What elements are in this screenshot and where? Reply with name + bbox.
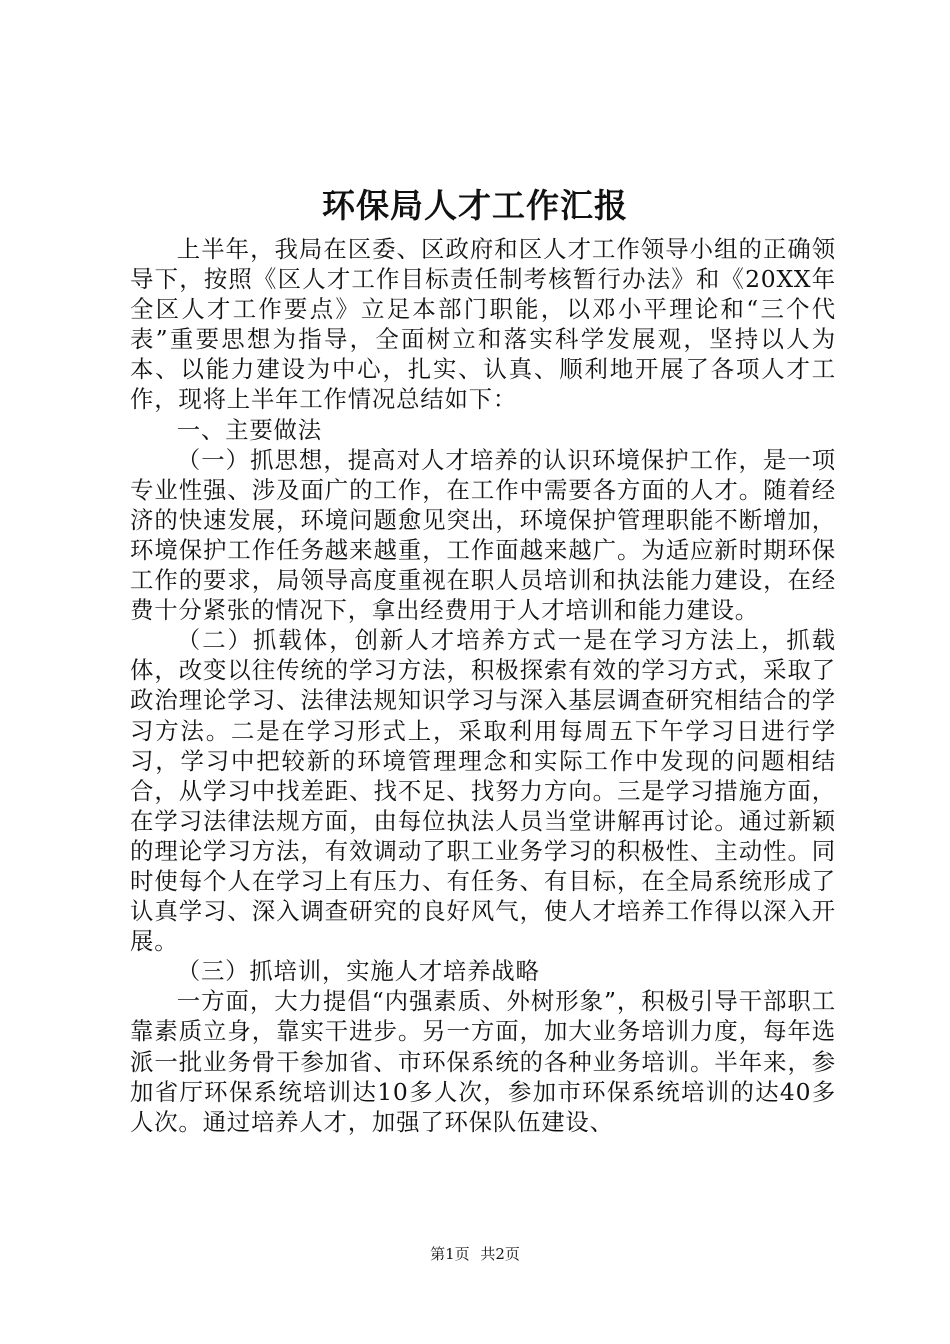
page-total: 共2页 xyxy=(480,1245,520,1263)
section-heading-main-practices: 一、主要做法 xyxy=(176,415,322,444)
paragraph-carrier: （二）抓载体，创新人才培养方式一是在学习方法上，抓载体，改变以往传统的学习方法，积极探索有效的学习方式，采取了政治理论学习、法律法规知识学习与深入基层调查研究相结合的学习方法。二是在学习形式上，采取利用每周五下午学习日进行学习，学习中把较新的环境管理理念和实际工作中发现的问题相结合，从学习中找差距、找不足、找努力方向。三是学习措施方面，在学习法律法规方面，由每位执法人员当堂讲解再讨论。通过新颖的理论学习方法，有效调动了职工业务学习的积极性、主动性。同时使每个人在学习上有压力、有任务、有目标，在全局系统形成了认真学习、深入调查研究的良好风气，使人才培养工作得以深入开展。 xyxy=(130,626,836,956)
paragraph-training: 一方面，大力提倡“内强素质、外树形象”，积极引导干部职工靠素质立身，靠实干进步。另一方面，加大业务培训力度，每年选派一批业务骨干参加省、市环保系统的各种业务培训。半年来，参加省厅环保系统培训达10多人次，参加市环保系统培训的达40多人次。通过培养人才，加强了环保队伍建设、 xyxy=(130,987,836,1136)
intro-paragraph: 上半年，我局在区委、区政府和区人才工作领导小组的正确领导下，按照《区人才工作目标责任制考核暂行办法》和《20XX年全区人才工作要点》立足本部门职能，以邓小平理论和“三个代表”重要思想为指导，全面树立和落实科学发展观，坚持以人为本、以能力建设为中心，扎实、认真、顺利地开展了各项人才工作，现将上半年工作情况总结如下： xyxy=(130,235,836,414)
document-body xyxy=(130,234,836,1137)
document-title: 环保局人才工作汇报 xyxy=(322,186,628,225)
page-number: 第1页 xyxy=(430,1245,470,1263)
paragraph-thought: （一）抓思想，提高对人才培养的认识环境保护工作，是一项专业性强、涉及面广的工作，在工作中需要各方面的人才。随着经济的快速发展，环境问题愈见突出，环境保护管理职能不断增加，环境保护工作任务越来越重，工作面越来越广。为适应新时期环保工作的要求，局领导高度重视在职人员培训和执法能力建设，在经费十分紧张的情况下，拿出经费用于人才培训和能力建设。 xyxy=(130,445,836,625)
subheading-training: （三）抓培训，实施人才培养战略 xyxy=(176,957,540,986)
page-footer xyxy=(0,1243,950,1265)
